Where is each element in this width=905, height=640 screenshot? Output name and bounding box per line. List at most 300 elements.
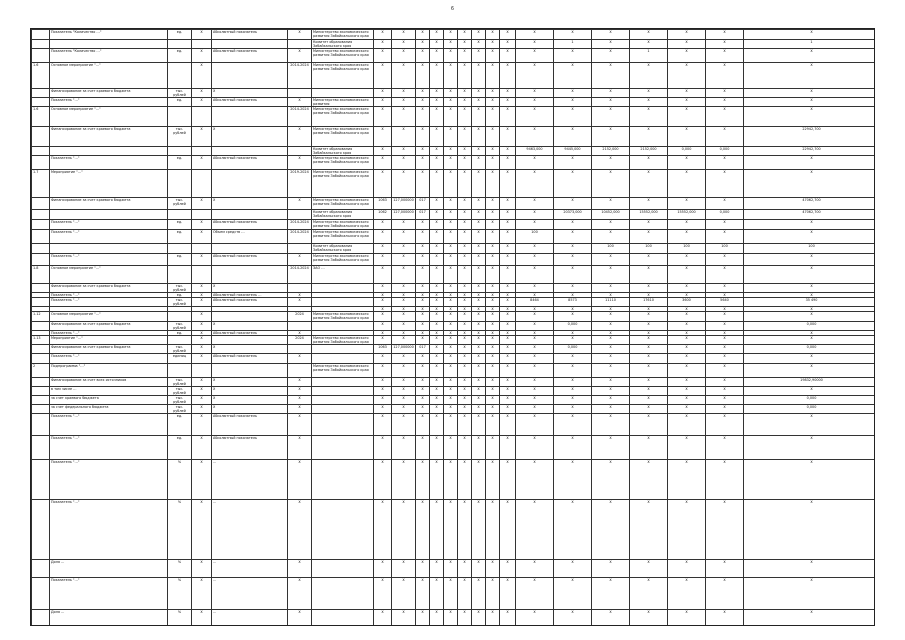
table-cell: Х (374, 378, 392, 387)
table-cell: Х (486, 220, 500, 230)
table-cell: Х (706, 436, 744, 460)
table-cell: Х (486, 500, 500, 560)
table-cell: Х (416, 40, 430, 49)
table-cell: Х (592, 170, 630, 198)
table-cell (32, 387, 50, 396)
table-cell: тыс. рублей (168, 127, 192, 147)
table-row (32, 170, 876, 198)
table-cell: Министерство экономического развития Забайкальского края (312, 156, 374, 170)
table-cell: Х (744, 560, 876, 578)
table-cell: Х (744, 107, 876, 127)
table-cell: Х (630, 436, 668, 460)
table-cell: Х (668, 307, 706, 312)
table-cell: Х (516, 460, 554, 500)
table-cell: Х (472, 354, 486, 364)
table-cell: Финансирование за счет краевого бюджета (50, 345, 168, 354)
table-cell: Х (500, 147, 516, 156)
table-cell: Х (630, 30, 668, 40)
table-row (32, 198, 876, 210)
table-cell: Х (430, 322, 444, 331)
table-cell: Х (416, 98, 430, 107)
table-cell (32, 220, 50, 230)
table-cell: Показатель "…" (50, 331, 168, 336)
table-cell: Х (416, 298, 430, 307)
table-cell: Показатель "…" (50, 293, 168, 298)
table-cell: Х (706, 322, 744, 331)
table-cell: Х (374, 254, 392, 266)
table-cell: Х (554, 127, 592, 147)
table-cell: Х (212, 387, 288, 396)
table-cell: 0,000 (554, 322, 592, 331)
table-cell: Х (430, 30, 444, 40)
table-cell: Х (458, 364, 472, 378)
table-cell: Х (430, 49, 444, 63)
table-cell: Х (458, 298, 472, 307)
table-cell (288, 210, 312, 220)
table-cell: Х (706, 63, 744, 89)
table-cell: Министерство экономического развития Забайкальского края (312, 63, 374, 89)
table-cell: 19832,90000 (744, 378, 876, 387)
table-cell: Х (554, 230, 592, 244)
table-cell: Х (472, 500, 486, 560)
table-cell: тыс. рублей (168, 284, 192, 293)
table-cell: ед. (168, 230, 192, 244)
table-cell (32, 40, 50, 49)
table-cell: Х (392, 63, 416, 89)
table-cell: Х (744, 307, 876, 312)
table-cell (212, 147, 288, 156)
table-cell: тыс. рублей (168, 89, 192, 98)
table-row (32, 63, 876, 89)
table-cell: Х (630, 500, 668, 560)
table-cell: Х (458, 210, 472, 220)
table-cell: Основное мероприятие "…" (50, 107, 168, 127)
table-cell: Х (668, 254, 706, 266)
table-cell: Комитет образования Забайкальского края (312, 40, 374, 49)
table-cell: Х (706, 396, 744, 405)
table-cell: Х (486, 156, 500, 170)
table-cell: 0,000 (668, 147, 706, 156)
table-cell: в том числе … (50, 387, 168, 396)
table-cell: Х (416, 610, 430, 627)
table-cell: Х (430, 354, 444, 364)
table-cell: Х (630, 230, 668, 244)
table-row (32, 220, 876, 230)
table-cell: Х (444, 254, 458, 266)
table-cell: Х (486, 254, 500, 266)
table-cell: 47062,700 (744, 198, 876, 210)
table-cell: Х (374, 230, 392, 244)
table-cell: Основное мероприятие "…" (50, 266, 168, 284)
table-cell (32, 198, 50, 210)
table-cell (32, 345, 50, 354)
table-cell: Х (458, 354, 472, 364)
table-cell (192, 244, 212, 254)
table-cell: Х (592, 230, 630, 244)
table-cell: Х (744, 331, 876, 336)
table-cell: Х (392, 378, 416, 387)
table-cell: тыс. рублей (168, 405, 192, 414)
table-cell: Х (706, 610, 744, 627)
table-cell: 1 (554, 40, 592, 49)
table-cell: Министерство экономического развития Забайкальского края (312, 230, 374, 244)
table-cell: Х (472, 336, 486, 345)
table-cell: Х (554, 307, 592, 312)
table-cell: Х (472, 198, 486, 210)
table-cell: Х (458, 396, 472, 405)
table-cell: Х (458, 49, 472, 63)
table-cell: Х (192, 49, 212, 63)
table-cell: 2024 (288, 312, 312, 322)
table-cell: Х (472, 405, 486, 414)
table-cell: Х (592, 89, 630, 98)
table-cell: Х (516, 170, 554, 198)
table-cell: Х (500, 298, 516, 307)
table-cell: Х (486, 30, 500, 40)
table-cell (288, 284, 312, 293)
table-cell: Х (486, 336, 500, 345)
table-cell: 1.6 (32, 107, 50, 127)
table-cell: Х (458, 578, 472, 610)
table-cell: Х (416, 127, 430, 147)
table-cell: Финансирование за счет краевого бюджета (50, 322, 168, 331)
table-cell: Х (416, 312, 430, 322)
table-cell: Х (500, 63, 516, 89)
table-cell: Х (630, 170, 668, 198)
table-cell: Министерство экономического развития Забайкальского края (312, 30, 374, 40)
table-cell (32, 460, 50, 500)
table-cell: Х (592, 40, 630, 49)
table-cell: Х (392, 331, 416, 336)
table-cell: Х (630, 405, 668, 414)
table-cell: Х (592, 578, 630, 610)
table-cell: Х (288, 414, 312, 436)
table-cell: Х (374, 63, 392, 89)
table-cell: Х (500, 198, 516, 210)
table-cell: Х (554, 156, 592, 170)
table-cell: Абсолютный показатель (212, 254, 288, 266)
table-cell (50, 40, 168, 49)
table-cell: Х (444, 98, 458, 107)
table-cell: Х (392, 147, 416, 156)
table-cell: Х (500, 396, 516, 405)
table-cell (192, 266, 212, 284)
table-cell: Х (744, 460, 876, 500)
table-cell: Х (374, 98, 392, 107)
table-cell: Х (458, 378, 472, 387)
table-cell: Х (706, 107, 744, 127)
table-cell: Х (668, 331, 706, 336)
table-cell: Х (392, 244, 416, 254)
table-cell: Мероприятие "…" (50, 170, 168, 198)
table-cell: Абсолютный показатель (212, 49, 288, 63)
table-cell: Х (416, 63, 430, 89)
table-cell: Х (516, 210, 554, 220)
table-cell: Показатель "…" (50, 578, 168, 610)
table-cell: 017 (416, 198, 430, 210)
table-row (32, 298, 876, 307)
table-cell: Подпрограмма "…" (50, 364, 168, 378)
table-cell: Х (554, 610, 592, 627)
table-cell (212, 210, 288, 220)
table-cell: Х (486, 127, 500, 147)
table-cell: Х (392, 312, 416, 322)
table-cell (192, 107, 212, 127)
table-cell: Комитет образования Забайкальского края (312, 210, 374, 220)
table-cell: Х (486, 387, 500, 396)
table-cell: Х (706, 378, 744, 387)
table-cell (168, 107, 192, 127)
table-cell: Х (374, 610, 392, 627)
table-cell: Х (516, 198, 554, 210)
table-cell: Х (192, 254, 212, 266)
table-cell: Х (416, 354, 430, 364)
table-cell: Х (430, 364, 444, 378)
table-cell: 2 (32, 364, 50, 378)
table-cell: Х (472, 298, 486, 307)
table-cell: Х (592, 198, 630, 210)
table-cell (32, 127, 50, 147)
table-cell: Х (668, 230, 706, 244)
table-cell (50, 244, 168, 254)
table-cell: Х (458, 230, 472, 244)
table-cell: Х (416, 147, 430, 156)
table-cell: Х (706, 293, 744, 298)
table-cell: Х (444, 298, 458, 307)
table-cell: Х (192, 156, 212, 170)
table-cell: Х (668, 405, 706, 414)
table-cell: Х (500, 30, 516, 40)
table-cell: Х (486, 460, 500, 500)
table-cell: Х (392, 49, 416, 63)
table-cell: Х (744, 436, 876, 460)
table-cell: Х (516, 284, 554, 293)
table-cell: Х (592, 354, 630, 364)
table-cell: Х (430, 266, 444, 284)
table-cell: Х (472, 364, 486, 378)
table-cell: Х (392, 387, 416, 396)
table-cell: Х (592, 30, 630, 40)
table-cell: Х (472, 30, 486, 40)
table-cell (212, 170, 288, 198)
table-cell: Х (472, 49, 486, 63)
table-cell: Х (554, 107, 592, 127)
table-cell: 17610 (630, 298, 668, 307)
table-cell: Х (486, 307, 500, 312)
table-row (32, 354, 876, 364)
table-cell (32, 436, 50, 460)
table-cell: Х (668, 89, 706, 98)
table-cell: Х (416, 396, 430, 405)
table-cell: Х (374, 307, 392, 312)
table-cell: Х (554, 89, 592, 98)
table-cell: Х (416, 331, 430, 336)
table-cell: Х (500, 560, 516, 578)
table-cell: 2014-2024 (288, 266, 312, 284)
table-cell: Х (486, 354, 500, 364)
table-cell (312, 405, 374, 414)
table-cell (312, 460, 374, 500)
table-cell: Х (192, 298, 212, 307)
table-cell: Х (392, 322, 416, 331)
table-cell: Х (486, 147, 500, 156)
table-cell: % (168, 610, 192, 627)
table-cell: Х (374, 436, 392, 460)
table-cell: Х (592, 307, 630, 312)
table-cell (32, 98, 50, 107)
table-cell: Х (668, 578, 706, 610)
table-cell: Министерство экономического развития Забайкальского края (312, 170, 374, 198)
table-cell: Х (430, 254, 444, 266)
table-cell: Министерство экономического развития Забайкальского края (312, 312, 374, 322)
table-cell: Х (500, 230, 516, 244)
table-cell: Объем средств … (212, 230, 288, 244)
table-cell: Х (392, 156, 416, 170)
table-cell (312, 322, 374, 331)
table-cell: Х (592, 610, 630, 627)
table-row (32, 322, 876, 331)
table-cell: Х (516, 30, 554, 40)
table-cell: Х (416, 578, 430, 610)
table-cell: 9445,000 (554, 147, 592, 156)
table-cell: Х (500, 610, 516, 627)
table-cell: Х (416, 460, 430, 500)
table-cell: 0,000 (744, 345, 876, 354)
table-row (32, 49, 876, 63)
table-cell (32, 156, 50, 170)
table-cell: Х (458, 336, 472, 345)
table-cell: Х (668, 40, 706, 49)
table-cell: Х (472, 307, 486, 312)
table-cell: Х (630, 312, 668, 322)
table-cell: Х (706, 156, 744, 170)
table-cell: Х (516, 396, 554, 405)
table-cell: Х (458, 170, 472, 198)
table-cell: Х (744, 387, 876, 396)
table-cell: 10452,000 (592, 210, 630, 220)
table-cell: Министерство экономического развития Забайкальского края (312, 198, 374, 210)
table-cell: Х (430, 405, 444, 414)
table-cell: Х (416, 220, 430, 230)
table-cell: Х (630, 107, 668, 127)
table-cell: Х (416, 436, 430, 460)
table-row (32, 89, 876, 98)
table-cell: Х (212, 378, 288, 387)
table-cell: Х (744, 578, 876, 610)
table-cell: Х (458, 266, 472, 284)
table-cell: Х (706, 405, 744, 414)
table-row (32, 147, 876, 156)
table-cell: Х (392, 230, 416, 244)
table-cell: Х (706, 560, 744, 578)
table-cell: Показатель "…" (50, 156, 168, 170)
table-cell: Х (592, 336, 630, 345)
table-cell: 8573 (554, 298, 592, 307)
table-cell: Х (706, 284, 744, 293)
table-cell: Х (486, 298, 500, 307)
table-cell: Х (374, 364, 392, 378)
table-cell: Х (630, 414, 668, 436)
table-row (32, 405, 876, 414)
table-cell: Х (486, 198, 500, 210)
table-cell: Абсолютный показатель (212, 30, 288, 40)
table-cell: Х (516, 127, 554, 147)
table-cell: Министерство экономического развития Забайкальского края (312, 127, 374, 147)
table-cell: Х (374, 322, 392, 331)
table-cell: Х (416, 414, 430, 436)
table-cell: Х (668, 500, 706, 560)
table-cell: Х (212, 284, 288, 293)
table-cell: Х (668, 436, 706, 460)
table-cell: Х (554, 244, 592, 254)
table-cell: Х (416, 336, 430, 345)
table-row (32, 244, 876, 254)
table-cell: Х (430, 220, 444, 230)
table-cell: Х (430, 436, 444, 460)
table-cell: Х (554, 460, 592, 500)
table-cell: Х (444, 210, 458, 220)
table-cell: Х (472, 170, 486, 198)
table-cell: Комитет образования Забайкальского края (312, 244, 374, 254)
table-cell: Х (500, 210, 516, 220)
table-cell: Х (486, 322, 500, 331)
table-cell (312, 578, 374, 610)
table-cell: Х (288, 156, 312, 170)
table-cell: Х (500, 293, 516, 298)
table-cell: ед. (168, 220, 192, 230)
table-cell (168, 40, 192, 49)
table-cell (192, 147, 212, 156)
table-cell: Х (416, 49, 430, 63)
table-cell: Х (392, 364, 416, 378)
table-cell: Х (192, 354, 212, 364)
table-cell: Х (430, 244, 444, 254)
table-cell: Х (500, 244, 516, 254)
table-cell: Х (458, 30, 472, 40)
table-cell: 2019-2024 (288, 170, 312, 198)
table-cell: Показатель "Количество …" (50, 49, 168, 63)
table-row (32, 378, 876, 387)
table-cell: Х (430, 210, 444, 220)
table-cell (32, 298, 50, 307)
table-cell (168, 210, 192, 220)
table-cell: Х (192, 30, 212, 40)
table-cell: Х (430, 378, 444, 387)
table-cell: Х (392, 98, 416, 107)
table-cell: Х (444, 405, 458, 414)
table-cell: Х (444, 610, 458, 627)
table-cell: Х (486, 63, 500, 89)
table-row (32, 436, 876, 460)
table-cell: тыс. рублей (168, 378, 192, 387)
table-cell: Х (500, 331, 516, 336)
table-cell: % (168, 578, 192, 610)
table-cell: Комитет образования Забайкальского края (312, 147, 374, 156)
table-cell: 0,000 (744, 405, 876, 414)
table-cell: Х (630, 322, 668, 331)
table-cell: Х (706, 331, 744, 336)
table-cell: Х (374, 298, 392, 307)
table-cell (288, 322, 312, 331)
table-cell: Х (458, 387, 472, 396)
table-cell: Х (668, 170, 706, 198)
table-cell: Х (430, 560, 444, 578)
table-cell: Х (444, 198, 458, 210)
table-cell: Х (472, 560, 486, 578)
table-cell: тыс. рублей (168, 298, 192, 307)
table-cell (312, 560, 374, 578)
table-row (32, 30, 876, 40)
